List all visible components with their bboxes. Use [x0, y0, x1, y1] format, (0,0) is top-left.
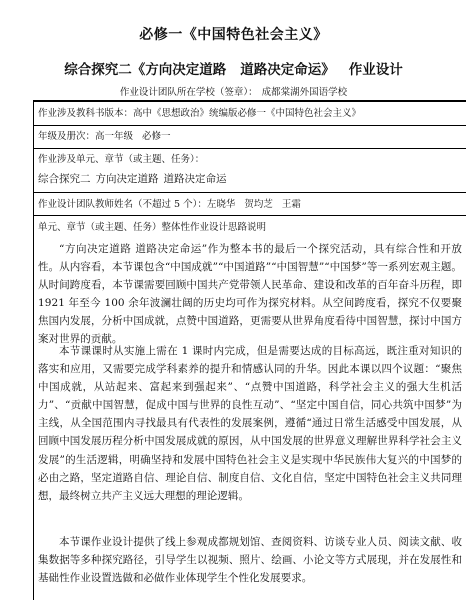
info-row-grade — [38, 130, 462, 143]
paragraph-1: “方向决定道路 道路决定命运”作为整本书的最后一个探究活动，具有综合性和开放性。从内容看，本节课包含“中国成就”“中国道路”“中国智慧”“中国梦”等一系列宏观主题。从时间跨度看，本节课需要回顾中国共产党带领人民革命、建设和改革的百年奋斗历程，即 1921 年至今 100 余年波澜壮阔的历史均可作为探究材料。从空间跨度看，探究不仅要聚焦国内发展，分析中国成就，点赞中国道路，更需要从世界角度看待中国智慧，探讨中国方案对世界的贡献。 — [38, 243, 462, 346]
subtitle-part-2: 道路决定命运》 — [240, 62, 335, 78]
volume-value: 必修一 — [142, 131, 171, 142]
team-school-value: 成都棠湖外国语学校 — [261, 87, 348, 98]
teacher-name-3: 王霜 — [281, 199, 301, 210]
row-divider — [33, 192, 466, 193]
document-title: 必修一《中国特色社会主义》 — [139, 27, 328, 43]
subtitle-part-3: 作业设计 — [348, 62, 403, 78]
document-subtitle — [0, 58, 467, 78]
grade-value: 高一年级 — [95, 131, 134, 142]
paragraph-2: 本节课课时从实施上需在 1 课时内完成，但是需要达成的目标高远，既注重对知识的落实和应用，又需要完成学科素养的提升和情感认同的升华。因此本课以四个议题：“聚焦中国成就，从站起来、富起来到强起来”、“点赞中国道路，科学社会主义的强大生机活力”、“贡献中国智慧，促成中国与世界的良性互动”、“坚定中国自信，同心共筑中国梦”为主线，从全国范围内寻找最具有代表性的发展案例，遵循“通过日常生活感受中国发展，从回顾中国发展历程分析中国发展成就的原因，从中国发展的世界意义理解世界科学社会主义发展”的生活逻辑，明确坚持和发展中国特色社会主义是实现中华民族伟大复兴的中国梦的必由之路，坚定道路自信、理论自信、制度自信、文化自信，坚定中国特色社会主义共同理想，最终树立共产主义远大理想的理论逻辑。 — [38, 345, 462, 502]
row-divider — [33, 215, 466, 216]
info-row-unit-label — [38, 153, 462, 166]
section-heading: 单元、章节（或主题、任务）整体性作业设计思路说明 — [38, 222, 267, 233]
textbook-value: 高中《思想政治》统编版必修一《中国特色社会主义》 — [133, 108, 362, 119]
team-school-label: 作业设计团队所在学校（签章）： — [119, 87, 258, 98]
info-row-textbook — [38, 107, 462, 120]
subtitle-part-1: 综合探究二《方向决定道路 — [64, 62, 227, 78]
info-row-unit-value — [38, 173, 462, 186]
info-row-teachers — [38, 198, 462, 211]
unit-value-c: 道路决定命运 — [163, 173, 227, 185]
row-divider — [33, 148, 466, 149]
grade-label: 年级及册次： — [38, 131, 96, 142]
team-school-line — [0, 84, 467, 98]
table-top-rule — [33, 100, 466, 102]
paragraph-3: 本节课作业设计提供了线上参观成都规划馆、查阅资料、访谈专业人员、阅读文献、收集数据等多种探究路径，引导学生以视频、照片、绘画、小论文等方式展现，并在发展性和基础性作业设置选做和必做作业体现学生个性化发展要求。 — [38, 536, 462, 585]
teachers-label: 作业设计团队教师姓名（不超过 5 个）： — [38, 199, 207, 210]
unit-value-b: 方向决定道路 — [95, 173, 159, 185]
teacher-name-2: 贺均芝 — [244, 199, 273, 210]
unit-label: 作业涉及单元、章节（或主题、任务）： — [38, 154, 205, 165]
unit-value-a: 综合探究二 — [38, 173, 91, 185]
table-left-border — [33, 101, 34, 600]
row-divider — [33, 125, 466, 126]
textbook-label: 作业涉及教科书版本： — [38, 108, 134, 119]
teacher-name-1: 左晓华 — [206, 199, 236, 210]
